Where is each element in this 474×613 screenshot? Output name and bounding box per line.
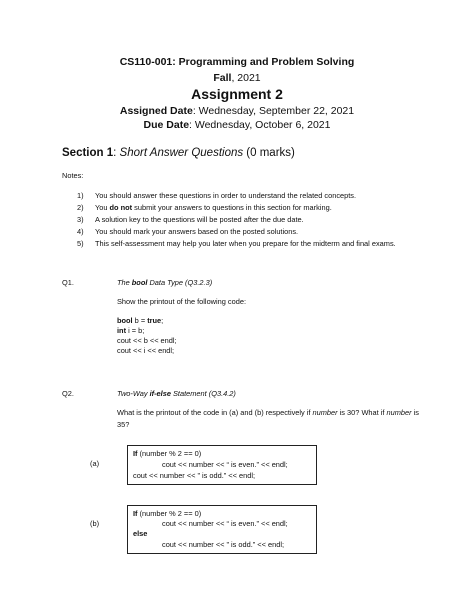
list-item-text-post: submit your answers to questions in this section for marking.	[132, 203, 332, 212]
list-item	[77, 238, 396, 250]
assigned-date-value: : Wednesday, September 22, 2021	[192, 105, 355, 117]
due-date-label: Due Date	[143, 119, 190, 131]
list-item-text: A solution key to the questions will be posted after the due date.	[95, 215, 304, 224]
prompt-variable: number	[312, 408, 338, 417]
code-keyword: true	[147, 316, 162, 325]
course-title: CS110-001: Programming and Problem Solving	[119, 56, 355, 68]
q2-title-pre: Two-Way	[117, 389, 150, 398]
section-label: Section 1	[62, 147, 114, 159]
code-text: i = b;	[126, 326, 145, 335]
list-item-text: You should mark your answers based on the posted solutions.	[95, 227, 299, 236]
code-line	[133, 449, 201, 458]
term	[0, 72, 474, 84]
code-keyword: bool	[117, 316, 133, 325]
q2-title-bold: if-else	[149, 389, 171, 398]
q2-prompt-line-1	[117, 407, 419, 419]
code-line	[117, 326, 177, 336]
due-date	[0, 119, 474, 131]
code-line: cout << i << endl;	[117, 346, 175, 355]
code-keyword: int	[117, 326, 127, 335]
code-keyword: If	[133, 509, 138, 518]
list-item-text-bold: do not	[109, 203, 133, 212]
list-item-number: 3)	[77, 215, 84, 224]
q1-title-pre: The	[117, 278, 132, 287]
assigned-date	[0, 105, 474, 117]
q2-title	[117, 389, 236, 398]
list-item-text: This self-assessment may help you later when you prepare for the midterm and final exams.	[95, 239, 396, 248]
list-item-text-pre: You	[95, 203, 110, 212]
q1-title	[117, 278, 212, 287]
part-a-code-box	[127, 445, 317, 485]
q1-title-post: Data Type (Q3.2.3)	[147, 278, 213, 287]
q2-prompt	[117, 407, 419, 431]
notes-list	[77, 190, 396, 250]
assignment-title: Assignment 2	[191, 86, 283, 102]
code-line	[117, 316, 177, 326]
prompt-text: is 30? What if	[337, 408, 387, 417]
q2-label: Q2.	[62, 389, 74, 398]
q2-prompt-line-2: 35?	[117, 420, 130, 429]
notes-heading: Notes:	[62, 171, 84, 180]
list-item-number: 4)	[77, 227, 84, 236]
list-item	[77, 202, 396, 214]
part-a-label: (a)	[90, 459, 100, 468]
section-name: Short Answer Questions	[119, 147, 244, 159]
list-item-number: 2)	[77, 203, 84, 212]
due-date-value: : Wednesday, October 6, 2021	[189, 119, 331, 131]
part-b-label: (b)	[90, 519, 100, 528]
code-text: (number % 2 == 0)	[137, 509, 202, 518]
assigned-date-label: Assigned Date	[119, 105, 193, 117]
term-year: , 2021	[231, 72, 261, 84]
code-line: cout << b << endl;	[117, 336, 177, 345]
code-line: cout << number << ” is odd.” << endl;	[162, 540, 285, 549]
code-text: ;	[161, 316, 164, 325]
list-item-text: You should answer these questions in order to understand the related concepts.	[95, 191, 357, 200]
list-item	[77, 190, 396, 202]
list-item	[77, 214, 396, 226]
q1-code	[117, 316, 177, 356]
code-line	[133, 509, 201, 518]
prompt-text: is	[411, 408, 419, 417]
code-line: cout << number << “ is even.” << endl;	[162, 460, 288, 469]
code-text: (number % 2 == 0)	[137, 449, 202, 458]
prompt-text: What is the printout of the code in (a) and (b) respectively if	[117, 408, 313, 417]
section-heading	[62, 147, 295, 159]
code-line: cout << number << ” is odd.” << endl;	[133, 471, 256, 480]
q1-prompt: Show the printout of the following code:	[117, 297, 247, 306]
list-item	[77, 226, 396, 238]
q2-title-post: Statement (Q3.4.2)	[170, 389, 236, 398]
list-item-number: 1)	[77, 191, 84, 200]
q1-label: Q1.	[62, 278, 74, 287]
code-keyword: If	[133, 449, 138, 458]
section-colon: :	[113, 147, 120, 159]
code-keyword: else	[133, 529, 148, 538]
code-line: cout << number << “ is even.” << endl;	[162, 519, 288, 528]
q1-title-bold: bool	[131, 278, 148, 287]
term-season: Fall	[213, 72, 232, 84]
section-marks: (0 marks)	[243, 147, 295, 159]
list-item-number: 5)	[77, 239, 84, 248]
prompt-variable: number	[386, 408, 412, 417]
code-text: b =	[132, 316, 148, 325]
part-b-code-box	[127, 505, 317, 554]
